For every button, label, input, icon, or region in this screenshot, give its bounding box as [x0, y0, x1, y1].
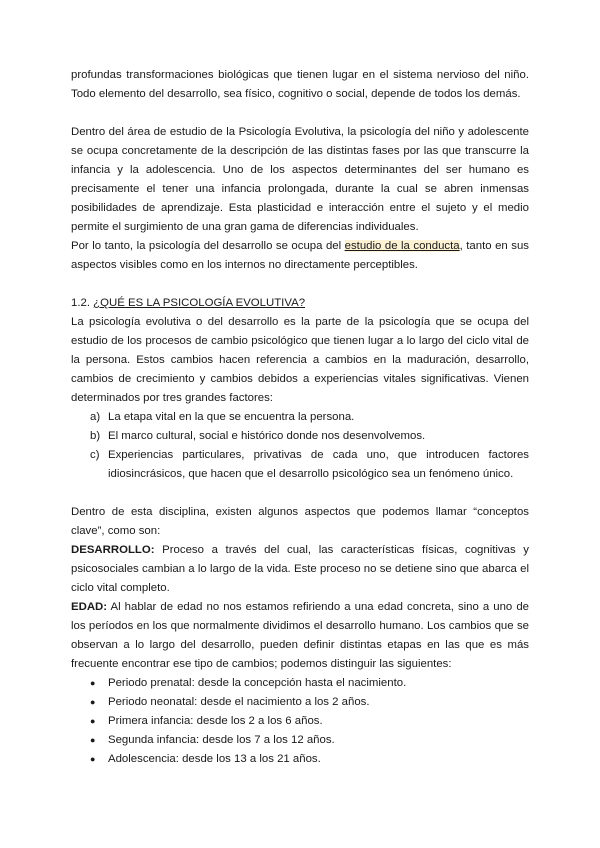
list-item-text: Adolescencia: desde los 13 a los 21 años. [108, 753, 321, 765]
paragraph-desarrollo [71, 541, 529, 598]
list-item [71, 750, 529, 769]
section-heading [71, 294, 529, 313]
list-item-text: Periodo neonatal: desde el nacimiento a los 2 años. [108, 696, 370, 708]
bullet-icon: ● [90, 754, 96, 764]
list-item-text: El marco cultural, social e histórico donde nos desenvolvemos. [108, 430, 426, 442]
periods-list [71, 674, 529, 769]
list-marker: b) [90, 430, 101, 442]
list-marker: c) [90, 449, 100, 461]
list-item [71, 674, 529, 693]
paragraph-conceptos-clave: Dentro de esta disciplina, existen algunos aspectos que podemos llamar “conceptos clave”, como son: [71, 506, 529, 537]
section-title: ¿QUÉ ES LA PSICOLOGÍA EVOLUTIVA? [93, 297, 306, 309]
list-item-text: Primera infancia: desde los 2 a los 6 años. [108, 715, 323, 727]
paragraph-conducta-before: Por lo tanto, la psicología del desarrollo se ocupa del [71, 240, 345, 252]
list-item-text: Periodo prenatal: desde la concepción hasta el nacimiento. [108, 677, 407, 689]
paragraph-conducta-after: , tanto en sus aspectos visibles como en los internos no directamente perceptibles. [71, 240, 529, 271]
list-item [71, 693, 529, 712]
section-number: 1.2. [71, 297, 90, 309]
paragraph-intro: profundas transformaciones biológicas que tienen lugar en el sistema nervioso del niño. Todo elemento del desarrollo, sea físico, cognitivo o social, depende de todos los demás. [71, 69, 529, 100]
paragraph-psicologia-evolutiva: Dentro del área de estudio de la Psicología Evolutiva, la psicología del niño y adolescente se ocupa concretamente de la descripción de las distintas fases por las que transcurre la infancia y la adolescencia. Uno de los aspectos determinantes del ser humano es precisamente el tener una infancia prolongada, durante la cual se abren inmensas posibilidades de aprendizaje. Esta plasticidad e interacción entre el sujeto y el medio permite el surgimiento de una gran gama de diferencias individuales. [71, 126, 529, 233]
definition-desarrollo: Proceso a través del cual, las características físicas, cognitivas y psicosociales cambian a lo largo de la vida. Este proceso no se detiene sino que abarca el ciclo vital completo. [71, 544, 529, 594]
list-item-text: Experiencias particulares, privativas de cada uno, que introducen factores idiosincrásicos, que hacen que el desarrollo psicológico sea un fenómeno único. [108, 449, 529, 480]
list-item [71, 712, 529, 731]
list-item-text: La etapa vital en la que se encuentra la persona. [108, 411, 355, 423]
paragraph-edad [71, 598, 529, 674]
page-content [71, 66, 529, 769]
term-edad: EDAD: [71, 601, 108, 613]
bullet-icon: ● [90, 735, 96, 745]
paragraph-conducta [71, 237, 529, 275]
bullet-icon: ● [90, 678, 96, 688]
estudio-conducta-link[interactable]: estudio de la conducta [344, 240, 460, 252]
list-item [71, 446, 529, 484]
list-marker: a) [90, 411, 101, 423]
bullet-icon: ● [90, 716, 96, 726]
list-item-text: Segunda infancia: desde los 7 a los 12 años. [108, 734, 335, 746]
list-item [71, 731, 529, 750]
list-item [71, 427, 529, 446]
list-item [71, 408, 529, 427]
term-desarrollo: DESARROLLO: [71, 544, 155, 556]
bullet-icon: ● [90, 697, 96, 707]
definition-edad: Al hablar de edad no nos estamos refiriendo a una edad concreta, sino a uno de los períodos en los que normalmente dividimos el desarrollo humano. Los cambios que se observan a lo largo del desarrollo, pueden definir distintas etapas en las que es más frecuente encontrar ese tipo de cambios; podemos distinguir las siguientes: [71, 601, 529, 670]
paragraph-definicion: La psicología evolutiva o del desarrollo es la parte de la psicología que se ocupa del estudio de los procesos de cambio psicológico que tienen lugar a lo largo del ciclo vital de la persona. Estos cambios hacen referencia a cambios en la maduración, desarrollo, cambios de crecimiento y cambios debidos a experiencias vitales significativas. Vienen determinados por tres grandes factores: [71, 316, 529, 404]
factors-list [71, 408, 529, 484]
